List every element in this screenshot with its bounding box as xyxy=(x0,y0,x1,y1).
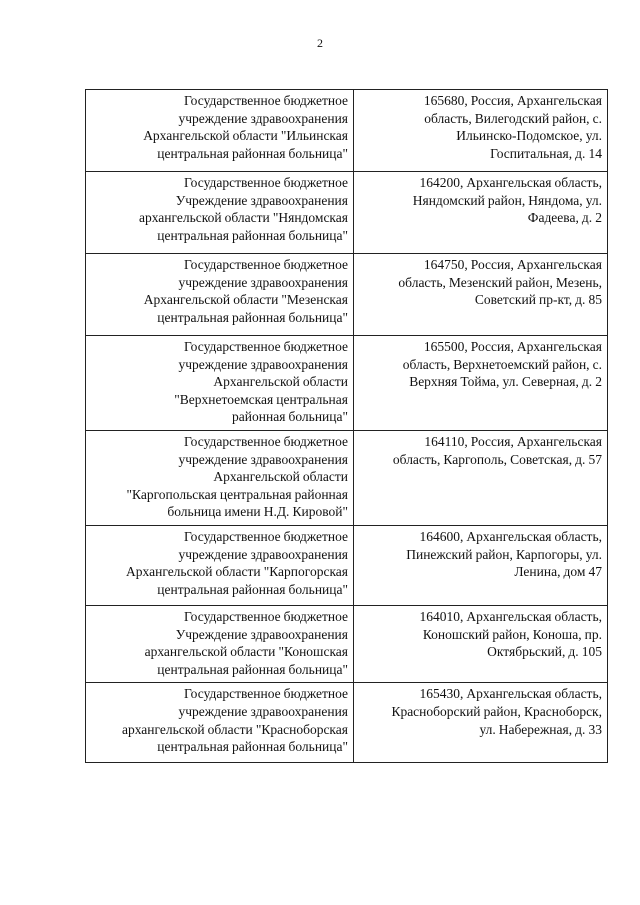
table-row xyxy=(86,172,608,254)
table-row xyxy=(86,605,608,682)
institution-address-cell: 165680, Россия, Архангельская область, Вилегодский район, с. Ильинско-Подомское, ул. Госпитальная, д. 14 xyxy=(354,90,608,172)
table-row xyxy=(86,90,608,172)
table-row xyxy=(86,430,608,525)
table-row xyxy=(86,336,608,431)
table-row xyxy=(86,254,608,336)
institution-address-cell: 164110, Россия, Архангельская область, Каргополь, Советская, д. 57 xyxy=(354,430,608,525)
institution-name-cell: Государственное бюджетное учреждение здравоохранения Архангельской области "Ильинская центральная районная больница" xyxy=(86,90,354,172)
institution-name-cell: Государственное бюджетное учреждение здравоохранения Архангельской области "Карпогорская центральная районная больница" xyxy=(86,525,354,605)
institution-address-cell: 164200, Архангельская область, Няндомский район, Няндома, ул. Фадеева, д. 2 xyxy=(354,172,608,254)
table-row xyxy=(86,525,608,605)
table-row xyxy=(86,683,608,763)
institution-address-cell: 165500, Россия, Архангельская область, Верхнетоемский район, с. Верхняя Тойма, ул. Северная, д. 2 xyxy=(354,336,608,431)
institution-name-cell: Государственное бюджетное учреждение здравоохранения архангельской области "Красноборская центральная районная больница" xyxy=(86,683,354,763)
page-number: 2 xyxy=(317,36,323,50)
institution-name-cell: Государственное бюджетное учреждение здравоохранения Архангельской области "Мезенская центральная районная больница" xyxy=(86,254,354,336)
institution-address-cell: 165430, Архангельская область, Красноборский район, Красноборск, ул. Набережная, д. 33 xyxy=(354,683,608,763)
institution-name-cell: Государственное бюджетное учреждение здравоохранения Архангельской области "Верхнетоемская центральная районная больница" xyxy=(86,336,354,431)
institution-name-cell: Государственное бюджетное учреждение здравоохранения Архангельской области "Каргопольская центральная районная больница имени Н.Д. Кировой" xyxy=(86,430,354,525)
institution-address-cell: 164600, Архангельская область, Пинежский район, Карпогоры, ул. Ленина, дом 47 xyxy=(354,525,608,605)
institution-address-cell: 164750, Россия, Архангельская область, Мезенский район, Мезень, Советский пр-кт, д. 85 xyxy=(354,254,608,336)
institutions-table xyxy=(85,89,608,763)
institution-name-cell: Государственное бюджетное Учреждение здравоохранения архангельской области "Няндомская центральная районная больница" xyxy=(86,172,354,254)
institution-address-cell: 164010, Архангельская область, Коношский район, Коноша, пр. Октябрьский, д. 105 xyxy=(354,605,608,682)
institution-name-cell: Государственное бюджетное Учреждение здравоохранения архангельской области "Коношская центральная районная больница" xyxy=(86,605,354,682)
